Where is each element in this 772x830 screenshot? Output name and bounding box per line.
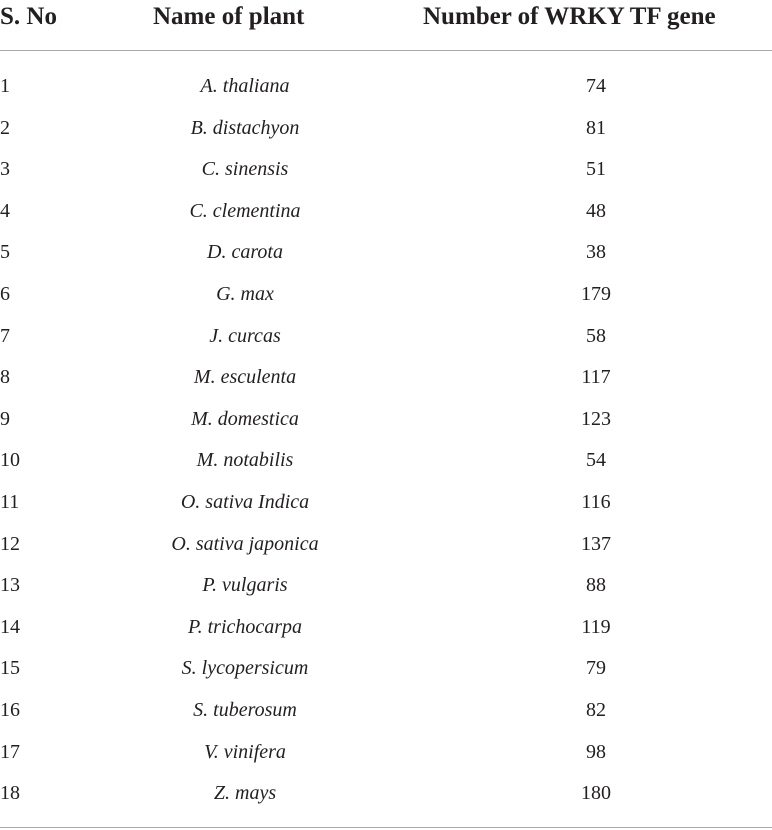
table-header-row — [0, 0, 772, 50]
cell-plant-name: G. max — [216, 282, 274, 305]
cell-plant-name: S. lycopersicum — [181, 657, 309, 680]
cell-plant-name: C. clementina — [189, 199, 301, 222]
header-divider — [0, 50, 772, 51]
table-row — [0, 273, 772, 315]
cell-sno: 7 — [0, 324, 10, 347]
cell-wrky-count: 58 — [586, 324, 606, 347]
cell-wrky-count: 54 — [586, 449, 606, 472]
cell-plant-name: A. thaliana — [200, 75, 290, 97]
table-row — [0, 398, 772, 440]
cell-sno: 14 — [0, 615, 20, 638]
cell-wrky-count: 81 — [586, 116, 606, 139]
table-body — [0, 65, 772, 814]
cell-sno: 16 — [0, 698, 20, 721]
cell-wrky-count: 180 — [581, 782, 611, 805]
cell-wrky-count: 74 — [586, 75, 606, 97]
cell-sno: 17 — [0, 740, 20, 763]
table-row — [0, 190, 772, 232]
cell-sno: 1 — [0, 75, 10, 97]
cell-sno: 10 — [0, 449, 20, 472]
cell-wrky-count: 179 — [581, 282, 611, 305]
table-row — [0, 65, 772, 107]
cell-wrky-count: 123 — [581, 407, 611, 430]
cell-sno: 6 — [0, 282, 10, 305]
table-row — [0, 439, 772, 481]
cell-plant-name: M. notabilis — [196, 449, 294, 472]
table-row — [0, 481, 772, 523]
cell-sno: 9 — [0, 407, 10, 430]
cell-wrky-count: 137 — [581, 532, 611, 555]
cell-sno: 18 — [0, 782, 20, 805]
cell-wrky-count: 117 — [581, 366, 611, 389]
table-row — [0, 107, 772, 149]
table-row — [0, 689, 772, 731]
cell-wrky-count: 51 — [586, 158, 606, 181]
cell-plant-name: C. sinensis — [201, 158, 289, 181]
table-row — [0, 148, 772, 190]
cell-sno: 12 — [0, 532, 20, 555]
cell-wrky-count: 79 — [586, 657, 606, 680]
header-wrky-count: Number of WRKY TF gene — [423, 3, 716, 30]
cell-wrky-count: 98 — [586, 740, 606, 763]
table-row — [0, 772, 772, 814]
cell-plant-name: S. tuberosum — [193, 698, 297, 721]
cell-wrky-count: 48 — [586, 199, 606, 222]
cell-plant-name: D. carota — [207, 241, 283, 264]
table-bottom-rule — [0, 827, 772, 828]
cell-plant-name: M. esculenta — [193, 366, 297, 389]
table-row — [0, 523, 772, 565]
cell-plant-name: P. vulgaris — [202, 574, 288, 597]
table-row — [0, 356, 772, 398]
table-row — [0, 731, 772, 773]
header-plant-name: Name of plant — [153, 3, 305, 30]
cell-sno: 11 — [0, 490, 20, 513]
cell-wrky-count: 38 — [586, 241, 606, 264]
cell-plant-name: O. sativa japonica — [171, 532, 319, 555]
table-row — [0, 606, 772, 648]
cell-wrky-count: 82 — [586, 698, 606, 721]
table-row — [0, 315, 772, 357]
cell-plant-name: O. sativa Indica — [180, 490, 310, 513]
cell-plant-name: B. distachyon — [190, 116, 300, 139]
cell-plant-name: P. trichocarpa — [187, 615, 303, 638]
cell-sno: 2 — [0, 116, 10, 139]
table-row — [0, 647, 772, 689]
cell-sno: 5 — [0, 241, 10, 264]
cell-sno: 4 — [0, 199, 10, 222]
cell-wrky-count: 119 — [581, 615, 611, 638]
cell-sno: 3 — [0, 158, 10, 181]
cell-plant-name: Z. mays — [213, 782, 277, 805]
cell-plant-name: M. domestica — [191, 407, 299, 430]
table-row — [0, 564, 772, 606]
cell-sno: 8 — [0, 366, 10, 389]
table-row — [0, 231, 772, 273]
cell-sno: 15 — [0, 657, 20, 680]
cell-plant-name: J. curcas — [209, 324, 281, 347]
cell-wrky-count: 116 — [581, 490, 611, 513]
cell-wrky-count: 88 — [586, 574, 606, 597]
cell-sno: 13 — [0, 574, 20, 597]
header-sno: S. No — [0, 3, 57, 30]
cell-plant-name: V. vinifera — [204, 740, 286, 763]
